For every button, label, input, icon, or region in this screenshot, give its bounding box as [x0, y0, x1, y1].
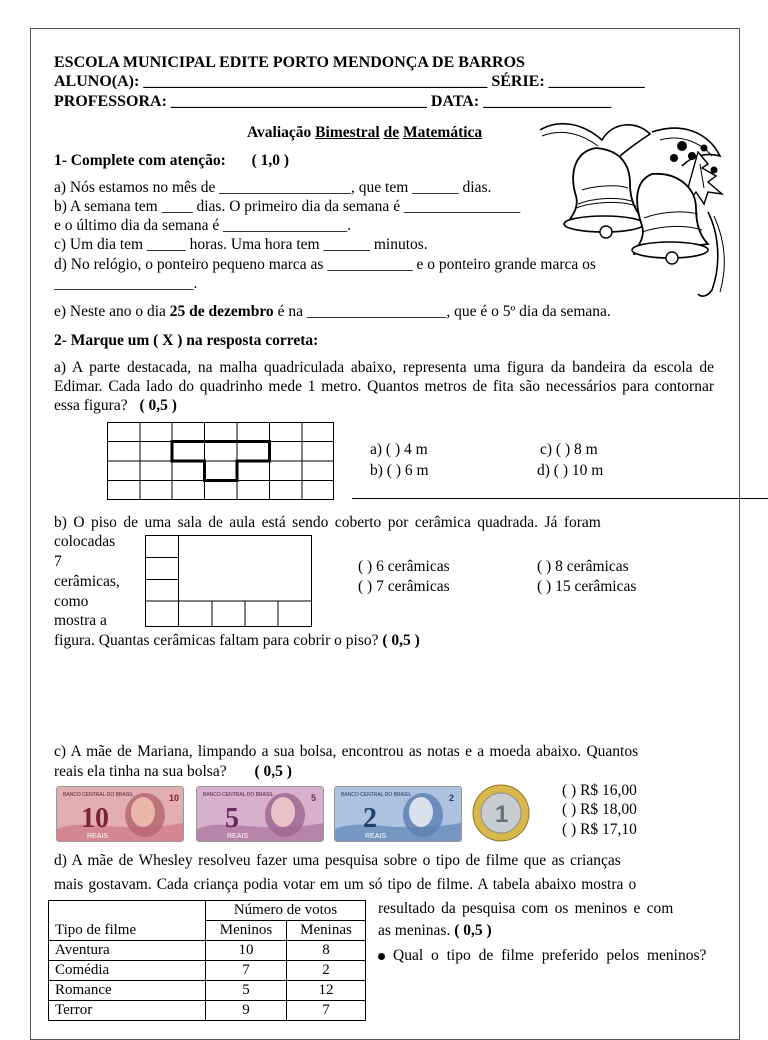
teacher-line[interactable]: PROFESSORA: ________________________________ DATA: ________________ [54, 93, 612, 110]
table-row [49, 961, 366, 981]
exam-title [247, 123, 482, 142]
q1-points: ( 1,0 ) [251, 152, 290, 169]
q1-item-d-line1[interactable]: d) No relógio, o ponteiro pequeno marca as ___________ e o ponteiro grande marca os [54, 256, 596, 273]
q2b-floor-figure [145, 535, 313, 628]
banknote-2-word: REAIS [365, 833, 387, 840]
q2a-option-b[interactable]: b) ( ) 6 m [370, 462, 429, 479]
q2c-statement-line2: reais ela tinha na sua bolsa? ( 0,5 ) [54, 763, 292, 780]
q2c-statement-line1: c) A mãe de Mariana, limpando a sua bolsa, encontrou as notas e a moeda abaixo. Quantos [54, 743, 639, 760]
q2a-option-d[interactable]: d) ( ) 10 m [537, 462, 604, 479]
banknote-10-corner-value: 10 [169, 793, 180, 803]
coin-1-real [472, 784, 530, 842]
table-cell-meninos: 10 [206, 941, 287, 961]
q2a-option-a[interactable]: a) ( ) 4 m [370, 441, 428, 458]
table-cell-meninos: 5 [206, 981, 287, 1001]
q2b-statement-line1: b) O piso de uma sala de aula está sendo coberto por cerâmica quadrada. Já foram [54, 514, 601, 531]
school-name: ESCOLA MUNICIPAL EDITE PORTO MENDONÇA DE BARROS [54, 54, 525, 71]
table-cell-meninos: 7 [206, 961, 287, 981]
q2c-option-16[interactable]: ( ) R$ 16,00 [562, 782, 637, 799]
q2a-option-c[interactable]: c) ( ) 8 m [540, 441, 598, 458]
table-cell-meninos: 9 [206, 1001, 287, 1021]
q2-heading: 2- Marque um ( X ) na resposta correta: [54, 332, 319, 349]
title-word-4: Matemática [403, 124, 483, 141]
q2d-side-line1: resultado da pesquisa com os meninos e com [378, 900, 674, 917]
banknote-5-reais [196, 786, 324, 842]
table-cell-meninas: 8 [287, 941, 366, 961]
q2a-grid-figure [107, 422, 335, 501]
table-cell-meninas: 7 [287, 1001, 366, 1021]
q1-item-b-line1[interactable]: b) A semana tem ____ dias. O primeiro dia da semana é _______________ [54, 198, 521, 215]
table-header-tipo: Tipo de filme [49, 901, 206, 941]
table-header-meninas: Meninas [287, 921, 366, 941]
q2b-statement-line2: figura. Quantas cerâmicas faltam para cobrir o piso? ( 0,5 ) [54, 632, 420, 649]
q1-item-d-line2[interactable]: __________________. [54, 275, 198, 292]
table-cell-meninas: 12 [287, 981, 366, 1001]
q2d-statement-line2: mais gostavam. Cada criança podia votar em um só tipo de filme. A tabela abaixo mostra o [54, 876, 637, 893]
table-cell-tipo: Aventura [49, 941, 206, 961]
student-line[interactable]: ALUNO(A): ___________________________________________ SÉRIE: ____________ [54, 73, 645, 90]
banknote-5-corner-value: 5 [311, 793, 317, 803]
coin-value: 1 [495, 801, 509, 828]
q2c-points: ( 0,5 ) [254, 763, 292, 780]
table-row [49, 981, 366, 1001]
banknote-10-value: 10 [81, 803, 109, 834]
q2b-option-8[interactable]: ( ) 8 cerâmicas [537, 558, 629, 575]
title-word-3: de [383, 124, 400, 141]
q1-item-b-line2[interactable]: e o último dia da semana é ________________. [54, 217, 352, 234]
banknote-10-word: REAIS [87, 833, 109, 840]
table-header-group: Número de votos [206, 901, 366, 921]
banknote-2-bank-text: BANCO CENTRAL DO BRASIL [341, 792, 412, 798]
margin-line [352, 498, 768, 499]
table-header-row [49, 901, 366, 921]
q2d-statement-line1: d) A mãe de Whesley resolveu fazer uma pesquisa sobre o tipo de filme que as crianças [54, 852, 621, 869]
banknote-10-reais [56, 786, 184, 842]
banknote-5-word: REAIS [227, 833, 249, 840]
q2a-points: ( 0,5 ) [139, 397, 177, 414]
q2c-option-18[interactable]: ( ) R$ 18,00 [562, 801, 637, 818]
q1-item-c[interactable]: c) Um dia tem _____ horas. Uma hora tem ______ minutos. [54, 236, 428, 253]
table-row [49, 941, 366, 961]
q1-item-e[interactable]: e) Neste ano o dia 25 de dezembro é na __________________, que é o 5º dia da semana. [54, 303, 611, 320]
q2b-side-text-4: como [54, 593, 89, 610]
table-cell-meninas: 2 [287, 961, 366, 981]
q2b-side-text-5: mostra a [54, 612, 107, 629]
q1-heading: 1- Complete com atenção: ( 1,0 ) [54, 152, 290, 169]
banknote-2-reais [334, 786, 462, 842]
votes-table [48, 900, 366, 1021]
table-cell-tipo: Romance [49, 981, 206, 1001]
q1-item-a[interactable]: a) Nós estamos no mês de _________________, que tem ______ dias. [54, 179, 492, 196]
table-cell-tipo: Terror [49, 1001, 206, 1021]
banknote-2-value: 2 [363, 803, 377, 834]
banknote-2-corner-value: 2 [449, 793, 455, 803]
q2b-option-15[interactable]: ( ) 15 cerâmicas [537, 578, 637, 595]
q2d-points: ( 0,5 ) [454, 922, 492, 939]
bullet-icon [378, 953, 385, 960]
q2b-option-6[interactable]: ( ) 6 cerâmicas [358, 558, 450, 575]
q2c-option-17[interactable]: ( ) R$ 17,10 [562, 821, 637, 838]
table-row [49, 1001, 366, 1021]
q2b-points: ( 0,5 ) [382, 632, 420, 649]
title-word-1: Avaliação [247, 124, 312, 141]
table-cell-tipo: Comédia [49, 961, 206, 981]
q2b-option-7[interactable]: ( ) 7 cerâmicas [358, 578, 450, 595]
q2b-side-text-3: cerâmicas, [54, 573, 120, 590]
q2b-side-text-1: colocadas [54, 533, 116, 550]
banknote-5-value: 5 [225, 803, 239, 834]
q2d-question: Qual o tipo de filme preferido pelos meninos? [378, 946, 714, 965]
title-word-2: Bimestral [315, 124, 380, 141]
q2a-statement: a) A parte destacada, na malha quadriculada abaixo, representa uma figura da bandeira da escola de Edimar. Cada lado do quadrinho mede 1 metro. Quantos metros de fita são necessários para contornar essa figura? ( 0,5 ) [54, 359, 714, 414]
banknote-5-bank-text: BANCO CENTRAL DO BRASIL [203, 792, 274, 798]
q2d-side-line2: as meninas. ( 0,5 ) [378, 922, 492, 939]
q2b-side-text-2: 7 [54, 553, 62, 570]
table-header-meninos: Meninos [206, 921, 287, 941]
banknote-10-bank-text: BANCO CENTRAL DO BRASIL [63, 792, 134, 798]
